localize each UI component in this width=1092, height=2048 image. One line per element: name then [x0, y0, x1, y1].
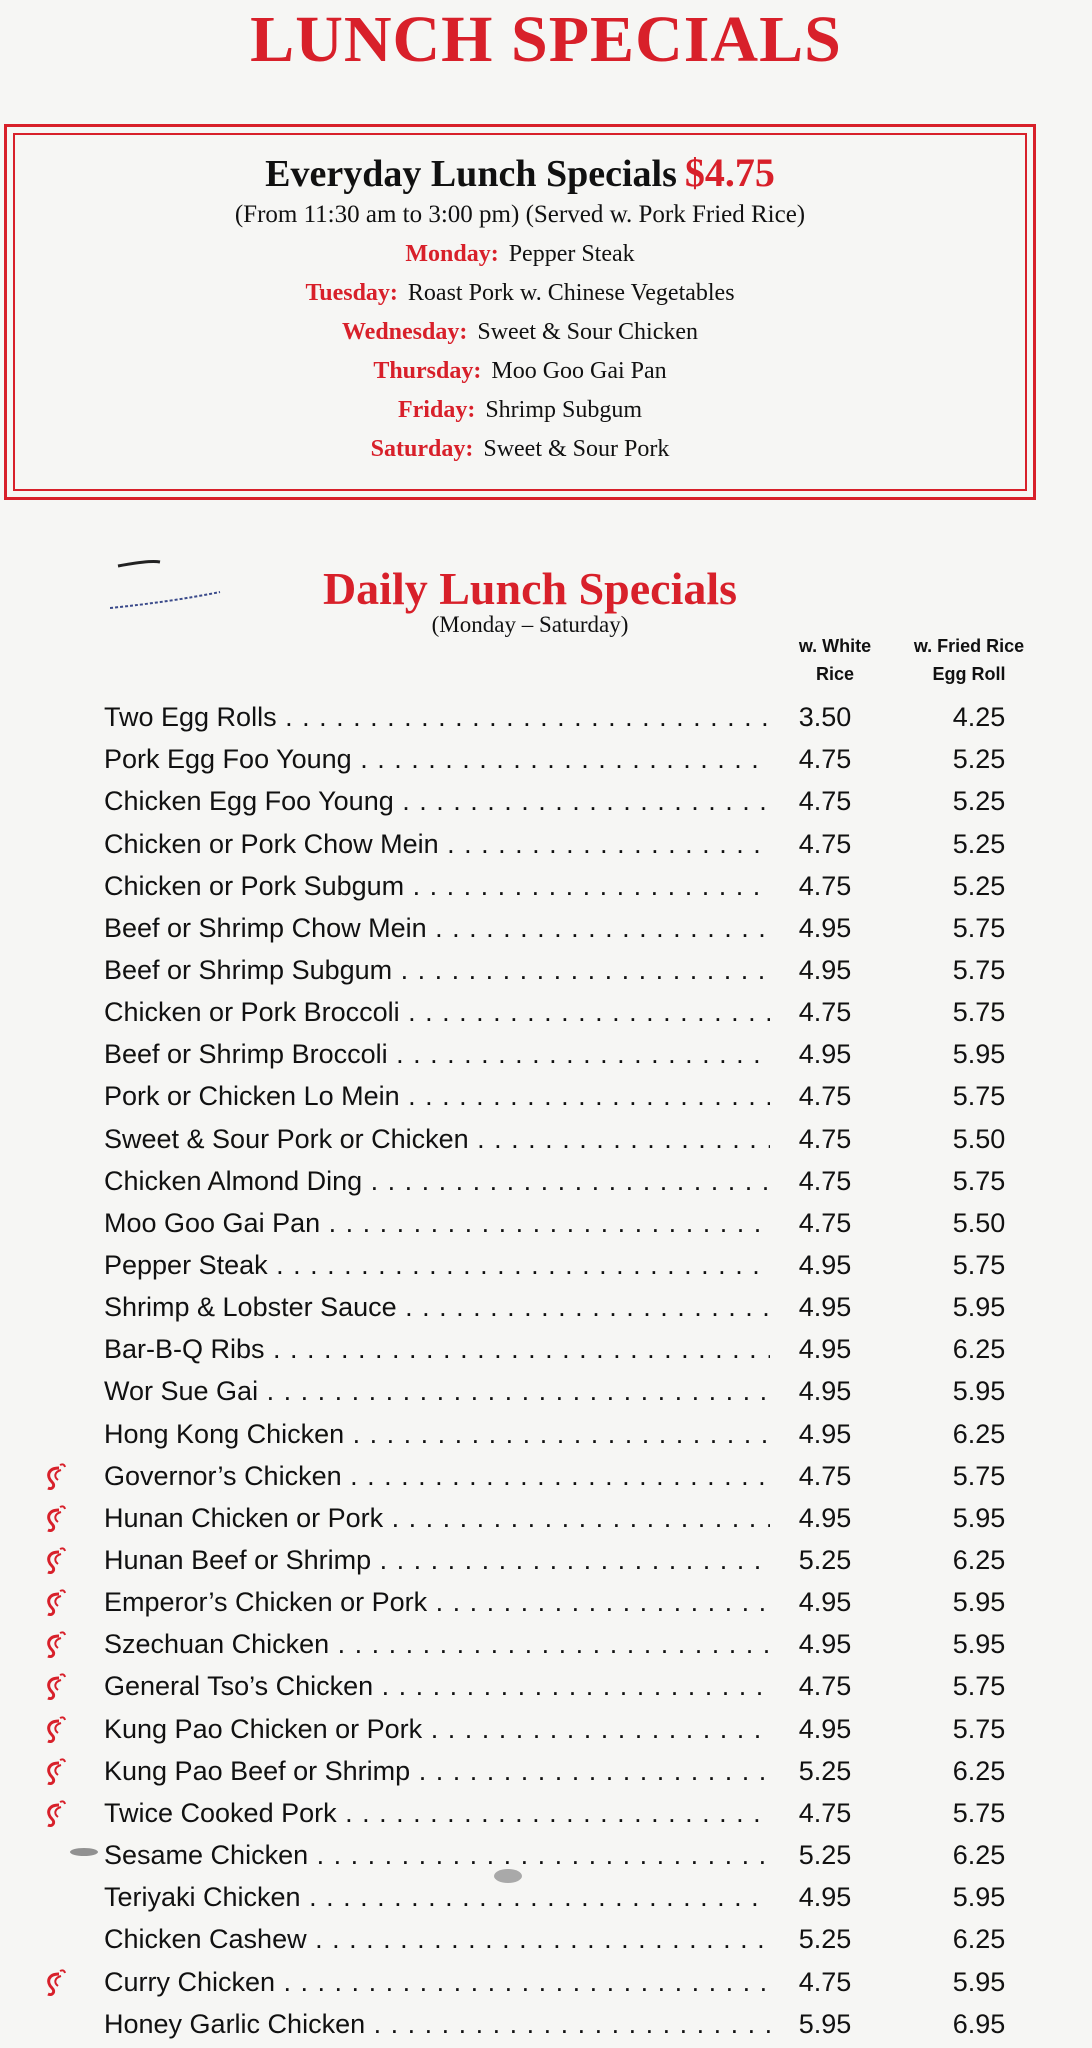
- menu-item-name: Emperor’s Chicken or Pork . . .: [104, 1582, 794, 1622]
- menu-item-row: [104, 1245, 1014, 1285]
- price-white-rice: 4.75: [770, 1161, 880, 1201]
- menu-item-name: Hong Kong Chicken . . .: [104, 1414, 794, 1454]
- menu-item-name: Two Egg Rolls . . .: [104, 697, 794, 737]
- menu-item-name: Bar-B-Q Ribs . . .: [104, 1329, 794, 1369]
- day-dish: Roast Pork w. Chinese Vegetables: [407, 280, 735, 306]
- chili-pepper-icon: [42, 1504, 68, 1534]
- day-row-monday: [7, 241, 1033, 268]
- price-fried-rice-egg-roll: 5.95: [952, 1039, 1006, 1070]
- price-white-rice: 4.95: [770, 1709, 880, 1749]
- day-label: Saturday:: [370, 436, 474, 462]
- price-white-rice: 4.75: [770, 992, 880, 1032]
- menu-item-name: Szechuan Chicken . . .: [104, 1624, 794, 1664]
- menu-item-row: [104, 2004, 1014, 2044]
- day-row-wednesday: [7, 319, 1033, 346]
- price-fried-rice-egg-roll: 5.75: [952, 997, 1006, 1027]
- menu-item-row: [104, 1329, 1014, 1369]
- menu-item-name: Honey Garlic Chicken . . .: [104, 2004, 794, 2044]
- menu-item-name: Wor Sue Gai . . .: [104, 1371, 794, 1411]
- menu-item-name: Chicken or Pork Chow Mein . . .: [104, 824, 794, 864]
- price-white-rice: 4.95: [770, 908, 880, 948]
- day-row-friday: [7, 397, 1033, 424]
- price-fried-rice-egg-roll: 5.95: [952, 1882, 1006, 1913]
- chili-pepper-icon: [42, 1715, 68, 1745]
- menu-item-row: [104, 1076, 1014, 1116]
- everyday-heading: [7, 149, 1033, 196]
- menu-item-name: Governor’s Chicken . . .: [104, 1456, 794, 1496]
- price-white-rice: 5.25: [770, 1919, 880, 1959]
- price-white-rice: 4.75: [770, 739, 880, 779]
- day-label: Thursday:: [373, 358, 482, 384]
- price-fried-rice-egg-roll: 5.75: [952, 954, 1006, 985]
- day-row-saturday: [7, 436, 1033, 463]
- chili-pepper-icon: [42, 1462, 68, 1492]
- menu-item-row: [104, 1119, 1014, 1159]
- column-header-line: Egg Roll: [932, 664, 1006, 684]
- price-white-rice: 4.75: [770, 1456, 880, 1496]
- menu-item-row: [104, 1371, 1014, 1411]
- price-fried-rice-egg-roll: 5.75: [952, 1249, 1006, 1280]
- price-white-rice: 4.75: [770, 1666, 880, 1706]
- menu-item-name: Pork or Chicken Lo Mein . . .: [104, 1076, 794, 1116]
- price-white-rice: 4.75: [770, 824, 880, 864]
- price-fried-rice-egg-roll: 5.25: [952, 828, 1006, 859]
- price-white-rice: 4.75: [770, 866, 880, 906]
- menu-item-row: [104, 1793, 1014, 1833]
- menu-item-name: Chicken Cashew . . .: [104, 1919, 794, 1959]
- menu-item-row: [104, 1835, 1014, 1875]
- daily-specials-subtitle: (Monday – Saturday): [431, 612, 629, 637]
- price-white-rice: 4.95: [770, 1582, 880, 1622]
- menu-item-row: [104, 950, 1014, 990]
- everyday-price: $4.75: [684, 150, 775, 195]
- price-fried-rice-egg-roll: 5.75: [952, 1713, 1006, 1744]
- menu-item-name: Shrimp & Lobster Sauce . . .: [104, 1287, 794, 1327]
- menu-item-name: Sweet & Sour Pork or Chicken . . .: [104, 1119, 794, 1159]
- day-label: Tuesday:: [305, 280, 398, 306]
- menu-item-name: Beef or Shrimp Subgum . . .: [104, 950, 794, 990]
- day-dish: Pepper Steak: [508, 241, 635, 267]
- day-dish: Moo Goo Gai Pan: [491, 358, 667, 384]
- menu-item-row: [104, 1456, 1014, 1496]
- column-header-white-rice: [770, 632, 900, 688]
- menu-item-row: [104, 1709, 1014, 1749]
- menu-item-name: Moo Goo Gai Pan . . .: [104, 1203, 794, 1243]
- menu-item-row: [104, 1161, 1014, 1201]
- menu-item-row: [104, 1034, 1014, 1074]
- price-white-rice: 3.50: [770, 697, 880, 737]
- price-white-rice: 4.95: [770, 1498, 880, 1538]
- price-fried-rice-egg-roll: 6.25: [952, 1924, 1006, 1955]
- menu-item-row: [104, 1666, 1014, 1706]
- menu-item-row: [104, 739, 1014, 779]
- menu-item-row: [104, 1751, 1014, 1791]
- price-fried-rice-egg-roll: 5.50: [952, 1207, 1006, 1238]
- menu-item-name: Curry Chicken . . .: [104, 1962, 794, 2002]
- price-fried-rice-egg-roll: 5.95: [952, 1587, 1006, 1618]
- price-fried-rice-egg-roll: 5.75: [952, 1797, 1006, 1828]
- menu-item-row: [104, 1287, 1014, 1327]
- menu-item-row: [104, 1203, 1014, 1243]
- price-fried-rice-egg-roll: 5.75: [952, 1081, 1006, 1112]
- menu-item-row: [104, 992, 1014, 1032]
- price-white-rice: 4.95: [770, 1245, 880, 1285]
- menu-item-name: Chicken or Pork Broccoli . . .: [104, 992, 794, 1032]
- chili-pepper-icon: [42, 1968, 68, 1998]
- price-white-rice: 4.75: [770, 1119, 880, 1159]
- menu-item-row: [104, 1414, 1014, 1454]
- price-white-rice: 4.95: [770, 1877, 880, 1917]
- menu-item-row: [104, 1919, 1014, 1959]
- price-fried-rice-egg-roll: 6.25: [952, 1418, 1006, 1449]
- price-fried-rice-egg-roll: 6.25: [952, 1334, 1006, 1365]
- menu-item-row: [104, 1877, 1014, 1917]
- column-header-line: w. White: [798, 636, 872, 656]
- everyday-specials-box: [4, 124, 1036, 500]
- menu-item-row: [104, 781, 1014, 821]
- menu-item-row: [104, 1582, 1014, 1622]
- menu-item-row: [104, 866, 1014, 906]
- price-fried-rice-egg-roll: 5.50: [952, 1123, 1006, 1154]
- menu-item-row: [104, 1962, 1014, 2002]
- price-fried-rice-egg-roll: 5.75: [952, 1460, 1006, 1491]
- price-fried-rice-egg-roll: 6.25: [952, 1545, 1006, 1575]
- price-fried-rice-egg-roll: 5.75: [952, 1671, 1006, 1702]
- everyday-subtitle: (From 11:30 am to 3:00 pm) (Served w. Pork Fried Rice): [234, 201, 806, 228]
- chili-pepper-icon: [42, 1546, 68, 1576]
- price-white-rice: 4.95: [770, 1287, 880, 1327]
- chili-pepper-icon: [42, 1757, 68, 1787]
- day-dish: Sweet & Sour Chicken: [477, 319, 698, 345]
- everyday-heading-text: Everyday Lunch Specials: [265, 153, 677, 195]
- price-fried-rice-egg-roll: 5.95: [952, 1502, 1006, 1533]
- chili-pepper-icon: [42, 1672, 68, 1702]
- price-white-rice: 5.25: [770, 1835, 880, 1875]
- price-fried-rice-egg-roll: 5.25: [952, 744, 1006, 775]
- price-white-rice: 4.95: [770, 1034, 880, 1074]
- chili-pepper-icon: [42, 1799, 68, 1829]
- price-white-rice: 5.25: [770, 1751, 880, 1791]
- price-fried-rice-egg-roll: 5.95: [952, 1629, 1006, 1660]
- price-white-rice: 4.95: [770, 1414, 880, 1454]
- page-title: LUNCH SPECIALS: [250, 3, 842, 76]
- price-fried-rice-egg-roll: 6.25: [952, 1840, 1006, 1870]
- menu-item-row: [104, 1624, 1014, 1664]
- price-white-rice: 4.75: [770, 1203, 880, 1243]
- menu-item-name: Beef or Shrimp Broccoli . . .: [104, 1034, 794, 1074]
- price-fried-rice-egg-roll: 5.25: [952, 870, 1006, 901]
- price-fried-rice-egg-roll: 5.25: [952, 786, 1006, 817]
- price-white-rice: 4.95: [770, 950, 880, 990]
- price-fried-rice-egg-roll: 5.75: [952, 912, 1006, 943]
- price-fried-rice-egg-roll: 5.95: [952, 1376, 1006, 1407]
- menu-item-name: Hunan Beef or Shrimp . . .: [104, 1540, 794, 1580]
- price-fried-rice-egg-roll: 4.25: [952, 702, 1006, 732]
- menu-item-name: Kung Pao Beef or Shrimp . . .: [104, 1751, 794, 1791]
- menu-item-row: [104, 1498, 1014, 1538]
- price-white-rice: 4.75: [770, 1076, 880, 1116]
- day-dish: Shrimp Subgum: [485, 397, 643, 423]
- chili-pepper-icon: [42, 1630, 68, 1660]
- menu-item-row: [104, 908, 1014, 948]
- menu-item-name: Sesame Chicken . . .: [104, 1835, 794, 1875]
- price-white-rice: 4.95: [770, 1371, 880, 1411]
- menu-item-name: General Tso’s Chicken . . .: [104, 1666, 794, 1706]
- menu-item-name: Chicken Almond Ding . . .: [104, 1161, 794, 1201]
- menu-item-row: [104, 697, 1014, 737]
- price-white-rice: 4.75: [770, 781, 880, 821]
- day-dish: Sweet & Sour Pork: [483, 436, 670, 462]
- price-white-rice: 4.75: [770, 1962, 880, 2002]
- price-white-rice: 5.25: [770, 1540, 880, 1580]
- price-white-rice: 4.75: [770, 1793, 880, 1833]
- column-header-fried-rice: [904, 632, 1034, 688]
- ink-smudge-mark: [488, 1864, 528, 1888]
- ink-smudge-mark: [68, 1844, 104, 1860]
- price-fried-rice-egg-roll: 6.95: [952, 2008, 1006, 2039]
- column-header-line: Rice: [815, 664, 855, 684]
- price-fried-rice-egg-roll: 5.95: [952, 1966, 1006, 1997]
- day-label: Friday:: [397, 397, 476, 423]
- price-fried-rice-egg-roll: 6.25: [952, 1755, 1006, 1786]
- menu-item-name: Pork Egg Foo Young . . .: [104, 739, 794, 779]
- price-fried-rice-egg-roll: 5.75: [952, 1165, 1006, 1196]
- menu-item-name: Chicken or Pork Subgum . . .: [104, 866, 794, 906]
- price-white-rice: 4.95: [770, 1624, 880, 1664]
- price-white-rice: 4.95: [770, 1329, 880, 1369]
- menu-item-name: Teriyaki Chicken . . .: [104, 1877, 794, 1917]
- menu-item-row: [104, 824, 1014, 864]
- column-header-line: w. Fried Rice: [913, 636, 1025, 656]
- daily-specials-heading: Daily Lunch Specials: [322, 563, 738, 614]
- menu-item-name: Hunan Chicken or Pork . . .: [104, 1498, 794, 1538]
- chili-pepper-icon: [42, 1588, 68, 1618]
- day-row-thursday: [7, 358, 1033, 385]
- menu-item-name: Chicken Egg Foo Young . . .: [104, 781, 794, 821]
- menu-item-row: [104, 1540, 1014, 1580]
- day-row-tuesday: [7, 280, 1033, 307]
- day-label: Wednesday:: [342, 319, 468, 345]
- menu-item-name: Pepper Steak . . .: [104, 1245, 794, 1285]
- menu-item-name: Kung Pao Chicken or Pork . . .: [104, 1709, 794, 1749]
- menu-item-name: Twice Cooked Pork . . .: [104, 1793, 794, 1833]
- day-label: Monday:: [405, 241, 499, 267]
- price-fried-rice-egg-roll: 5.95: [952, 1292, 1006, 1323]
- price-white-rice: 5.95: [770, 2004, 880, 2044]
- menu-item-name: Beef or Shrimp Chow Mein . . .: [104, 908, 794, 948]
